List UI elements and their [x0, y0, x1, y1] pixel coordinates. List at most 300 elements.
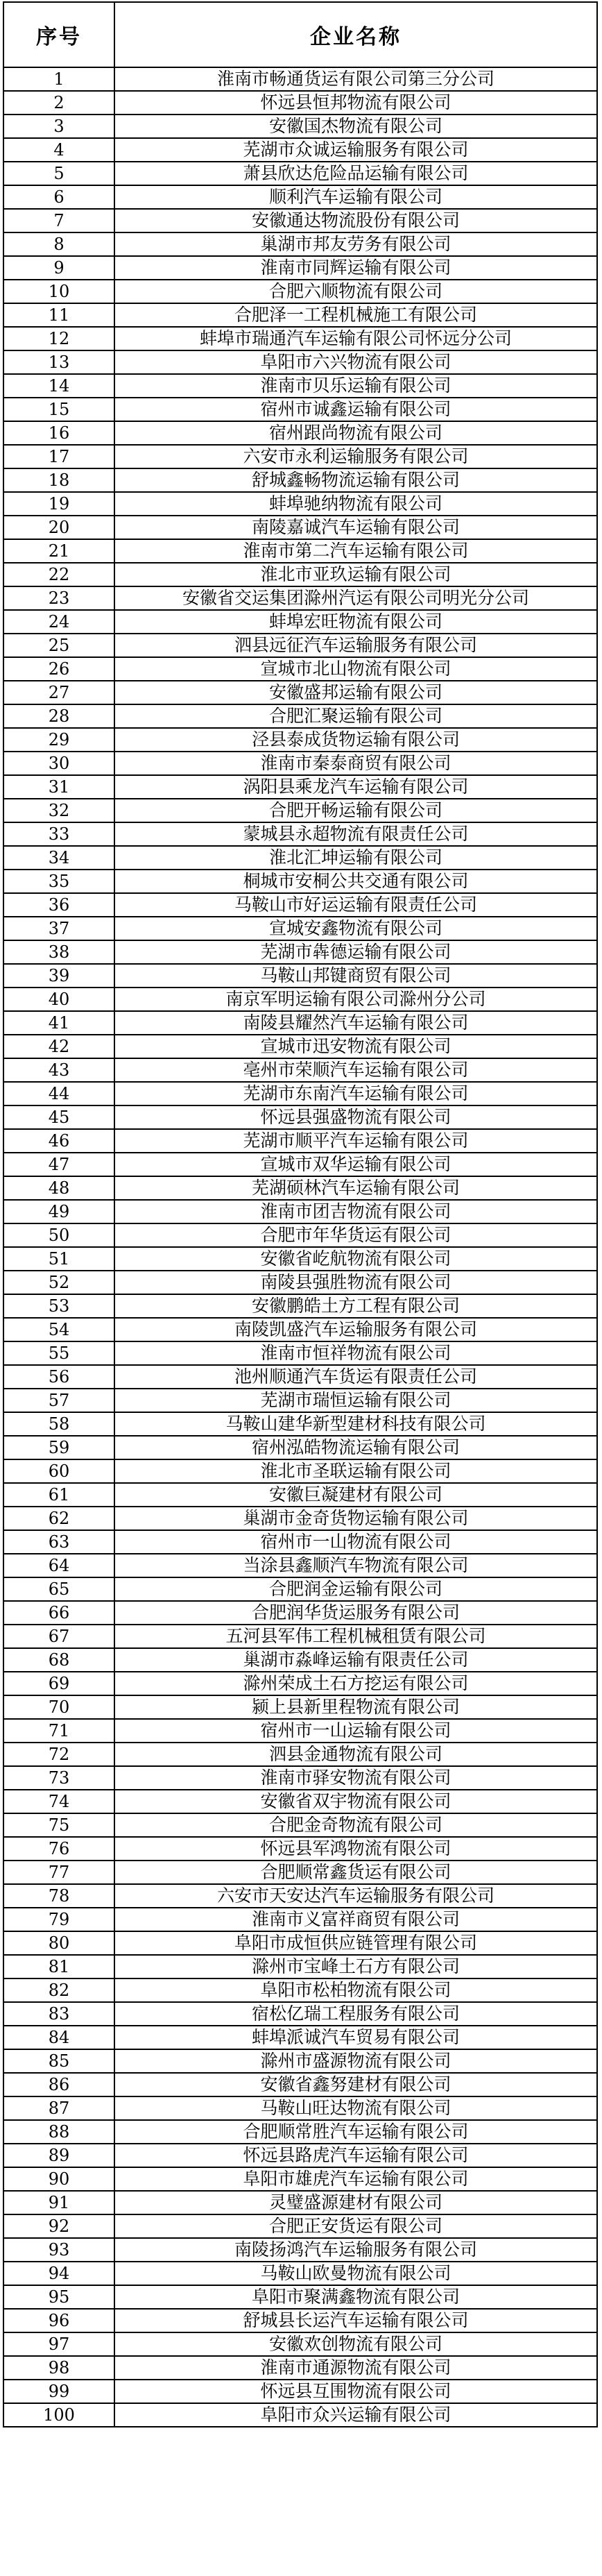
- company-name: 舒城鑫畅物流运输有限公司: [114, 468, 597, 492]
- row-index: 29: [3, 728, 114, 752]
- table-row: [3, 1955, 597, 1978]
- company-name: 淮北汇坤运输有限公司: [114, 846, 597, 870]
- table-row: [3, 1153, 597, 1176]
- row-index: 61: [3, 1483, 114, 1507]
- row-index: 13: [3, 350, 114, 374]
- company-name: 怀远县路虎汽车运输有限公司: [114, 2144, 597, 2167]
- table-row: [3, 1648, 597, 1672]
- row-index: 16: [3, 421, 114, 445]
- company-name: 怀远县强盛物流有限公司: [114, 1105, 597, 1129]
- row-index: 10: [3, 280, 114, 303]
- row-index: 64: [3, 1554, 114, 1577]
- table-row: [3, 91, 597, 115]
- table-row: [3, 917, 597, 940]
- row-index: 34: [3, 846, 114, 870]
- row-index: 55: [3, 1341, 114, 1365]
- company-name: 安徽通达物流股份有限公司: [114, 209, 597, 232]
- table-row: [3, 1554, 597, 1577]
- company-name: 蚌埠派诚汽车贸易有限公司: [114, 2026, 597, 2049]
- company-name: 合肥市年华货运有限公司: [114, 1223, 597, 1247]
- company-name: 阜阳市众兴运输有限公司: [114, 2403, 597, 2427]
- table-row: [3, 1082, 597, 1105]
- company-name: 安徽省鑫努建材有限公司: [114, 2073, 597, 2096]
- row-index: 88: [3, 2120, 114, 2144]
- company-name: 泗县金通物流有限公司: [114, 1743, 597, 1766]
- row-index: 51: [3, 1247, 114, 1271]
- table-row: [3, 1318, 597, 1341]
- table-row: [3, 846, 597, 870]
- table-row: [3, 2096, 597, 2120]
- row-index: 75: [3, 1813, 114, 1837]
- table-row: [3, 2238, 597, 2262]
- company-name: 池州顺通汽车货运有限责任公司: [114, 1365, 597, 1389]
- row-index: 85: [3, 2049, 114, 2073]
- company-name: 合肥润华货运服务有限公司: [114, 1601, 597, 1625]
- row-index: 37: [3, 917, 114, 940]
- company-name: 南陵县耀然汽车运输有限公司: [114, 1011, 597, 1035]
- row-index: 1: [3, 67, 114, 91]
- company-name: 安徽省屹航物流有限公司: [114, 1247, 597, 1271]
- table-row: [3, 2380, 597, 2403]
- row-index: 22: [3, 563, 114, 586]
- row-index: 36: [3, 893, 114, 917]
- table-row: [3, 586, 597, 610]
- company-name: 淮北市亚玖运输有限公司: [114, 563, 597, 586]
- company-name: 合肥顺常鑫货运有限公司: [114, 1861, 597, 1884]
- table-row: [3, 893, 597, 917]
- table-row: [3, 67, 597, 91]
- company-name: 巢湖市金奇货物运输有限公司: [114, 1507, 597, 1530]
- table-row: [3, 398, 597, 421]
- company-name: 芜湖硕林汽车运输有限公司: [114, 1176, 597, 1200]
- table-row: [3, 1530, 597, 1554]
- row-index: 18: [3, 468, 114, 492]
- row-index: 43: [3, 1058, 114, 1082]
- company-name: 安徽国杰物流有限公司: [114, 115, 597, 138]
- company-name: 宿州跟尚物流有限公司: [114, 421, 597, 445]
- company-name: 南京军明运输有限公司滁州分公司: [114, 988, 597, 1011]
- table-row: [3, 1790, 597, 1813]
- company-name: 阜阳市聚满鑫物流有限公司: [114, 2285, 597, 2309]
- company-name: 淮南市秦泰商贸有限公司: [114, 752, 597, 775]
- company-name: 怀远县军鸿物流有限公司: [114, 1837, 597, 1861]
- company-name: 南陵凯盛汽车运输服务有限公司: [114, 1318, 597, 1341]
- company-name: 怀远县互围物流有限公司: [114, 2380, 597, 2403]
- table-row: [3, 2073, 597, 2096]
- table-row: [3, 2120, 597, 2144]
- table-row: [3, 775, 597, 799]
- row-index: 79: [3, 1908, 114, 1931]
- company-name: 顺利汽车运输有限公司: [114, 185, 597, 209]
- table-row: [3, 1837, 597, 1861]
- table-row: [3, 1247, 597, 1271]
- row-index: 47: [3, 1153, 114, 1176]
- table-row: [3, 1908, 597, 1931]
- table-row: [3, 232, 597, 256]
- table-row: [3, 752, 597, 775]
- table-row: [3, 1861, 597, 1884]
- row-index: 54: [3, 1318, 114, 1341]
- table-row: [3, 1978, 597, 2002]
- row-index: 53: [3, 1294, 114, 1318]
- row-index: 42: [3, 1035, 114, 1058]
- row-index: 72: [3, 1743, 114, 1766]
- table-body: [3, 67, 597, 2427]
- company-name: 安徽盛邦运输有限公司: [114, 681, 597, 704]
- company-name: 宣城市迅安物流有限公司: [114, 1035, 597, 1058]
- company-name: 巢湖市邦友劳务有限公司: [114, 232, 597, 256]
- company-name: 泾县泰成货物运输有限公司: [114, 728, 597, 752]
- table-header: [3, 2, 597, 67]
- table-row: [3, 115, 597, 138]
- row-index: 11: [3, 303, 114, 327]
- row-index: 44: [3, 1082, 114, 1105]
- table-row: [3, 870, 597, 893]
- table-row: [3, 657, 597, 681]
- row-index: 71: [3, 1719, 114, 1743]
- row-index: 82: [3, 1978, 114, 2002]
- table-row: [3, 209, 597, 232]
- row-index: 23: [3, 586, 114, 610]
- table-row: [3, 421, 597, 445]
- row-index: 81: [3, 1955, 114, 1978]
- row-index: 38: [3, 940, 114, 964]
- row-index: 45: [3, 1105, 114, 1129]
- row-index: 30: [3, 752, 114, 775]
- index-column-header: 序号: [3, 2, 114, 67]
- company-name: 合肥顺常胜汽车运输有限公司: [114, 2120, 597, 2144]
- row-index: 5: [3, 162, 114, 185]
- row-index: 86: [3, 2073, 114, 2096]
- company-name: 宿州市一山运输有限公司: [114, 1719, 597, 1743]
- table-row: [3, 2403, 597, 2427]
- row-index: 93: [3, 2238, 114, 2262]
- row-index: 68: [3, 1648, 114, 1672]
- table-row: [3, 303, 597, 327]
- company-name: 芜湖市瑞恒运输有限公司: [114, 1389, 597, 1412]
- company-name: 淮北市圣联运输有限公司: [114, 1459, 597, 1483]
- company-name: 淮南市义富祥商贸有限公司: [114, 1908, 597, 1931]
- row-index: 48: [3, 1176, 114, 1200]
- table-row: [3, 516, 597, 539]
- table-row: [3, 1459, 597, 1483]
- row-index: 69: [3, 1672, 114, 1695]
- table-row: [3, 988, 597, 1011]
- row-index: 65: [3, 1577, 114, 1601]
- company-name: 马鞍山邦键商贸有限公司: [114, 964, 597, 988]
- row-index: 56: [3, 1365, 114, 1389]
- table-row: [3, 2214, 597, 2238]
- company-list-sheet: [3, 1, 596, 2427]
- company-name: 芜湖市众诚运输服务有限公司: [114, 138, 597, 162]
- company-table: [3, 1, 598, 2427]
- table-row: [3, 445, 597, 468]
- company-name: 亳州市荣顺汽车运输有限公司: [114, 1058, 597, 1082]
- company-name: 南陵嘉诚汽车运输有限公司: [114, 516, 597, 539]
- table-row: [3, 1672, 597, 1695]
- row-index: 100: [3, 2403, 114, 2427]
- company-name: 南陵扬鸿汽车运输服务有限公司: [114, 2238, 597, 2262]
- row-index: 80: [3, 1931, 114, 1955]
- company-name: 涡阳县乘龙汽车运输有限公司: [114, 775, 597, 799]
- company-name: 马鞍山旺达物流有限公司: [114, 2096, 597, 2120]
- table-row: [3, 280, 597, 303]
- row-index: 2: [3, 91, 114, 115]
- table-row: [3, 1176, 597, 1200]
- table-row: [3, 2262, 597, 2285]
- table-row: [3, 374, 597, 398]
- row-index: 41: [3, 1011, 114, 1035]
- company-name: 芜湖市东南汽车运输有限公司: [114, 1082, 597, 1105]
- table-row: [3, 681, 597, 704]
- row-index: 78: [3, 1884, 114, 1908]
- company-name: 蚌埠宏旺物流有限公司: [114, 610, 597, 634]
- table-row: [3, 1743, 597, 1766]
- table-row: [3, 610, 597, 634]
- company-name: 芜湖市犇德运输有限公司: [114, 940, 597, 964]
- company-name: 蒙城县永超物流有限责任公司: [114, 822, 597, 846]
- row-index: 76: [3, 1837, 114, 1861]
- row-index: 31: [3, 775, 114, 799]
- table-row: [3, 563, 597, 586]
- table-row: [3, 1577, 597, 1601]
- company-name: 安徽省交运集团滁州汽运有限公司明光分公司: [114, 586, 597, 610]
- row-index: 73: [3, 1766, 114, 1790]
- company-name: 淮南市通源物流有限公司: [114, 2356, 597, 2380]
- company-name: 合肥金奇物流有限公司: [114, 1813, 597, 1837]
- company-name: 萧县欣达危险品运输有限公司: [114, 162, 597, 185]
- company-name: 马鞍山建华新型建材科技有限公司: [114, 1412, 597, 1436]
- table-row: [3, 964, 597, 988]
- table-row: [3, 940, 597, 964]
- row-index: 24: [3, 610, 114, 634]
- row-index: 9: [3, 256, 114, 280]
- row-index: 83: [3, 2002, 114, 2026]
- table-row: [3, 1507, 597, 1530]
- company-name: 合肥汇聚运输有限公司: [114, 704, 597, 728]
- table-row: [3, 492, 597, 516]
- row-index: 98: [3, 2356, 114, 2380]
- table-row: [3, 1035, 597, 1058]
- table-row: [3, 822, 597, 846]
- row-index: 74: [3, 1790, 114, 1813]
- company-name: 淮南市恒祥物流有限公司: [114, 1341, 597, 1365]
- table-row: [3, 2002, 597, 2026]
- table-row: [3, 1294, 597, 1318]
- row-index: 99: [3, 2380, 114, 2403]
- company-name: 阜阳市雄虎汽车运输有限公司: [114, 2167, 597, 2191]
- table-row: [3, 256, 597, 280]
- company-name: 阜阳市六兴物流有限公司: [114, 350, 597, 374]
- table-row: [3, 2356, 597, 2380]
- company-name: 宣城市双华运输有限公司: [114, 1153, 597, 1176]
- company-name: 淮南市第二汽车运输有限公司: [114, 539, 597, 563]
- row-index: 67: [3, 1625, 114, 1648]
- company-name: 马鞍山市好运运输有限责任公司: [114, 893, 597, 917]
- company-name-column-header: 企业名称: [114, 2, 597, 67]
- table-row: [3, 1389, 597, 1412]
- row-index: 14: [3, 374, 114, 398]
- company-name: 安徽省双宇物流有限公司: [114, 1790, 597, 1813]
- row-index: 89: [3, 2144, 114, 2167]
- row-index: 50: [3, 1223, 114, 1247]
- row-index: 35: [3, 870, 114, 893]
- company-name: 滁州荣成土石方挖运有限公司: [114, 1672, 597, 1695]
- company-name: 安徽巨凝建材有限公司: [114, 1483, 597, 1507]
- table-row: [3, 2049, 597, 2073]
- company-name: 六安市永利运输服务有限公司: [114, 445, 597, 468]
- table-row: [3, 2285, 597, 2309]
- row-index: 57: [3, 1389, 114, 1412]
- row-index: 32: [3, 799, 114, 822]
- row-index: 87: [3, 2096, 114, 2120]
- table-row: [3, 162, 597, 185]
- row-index: 40: [3, 988, 114, 1011]
- table-row: [3, 2026, 597, 2049]
- table-row: [3, 539, 597, 563]
- header-row: [3, 2, 597, 67]
- row-index: 25: [3, 634, 114, 657]
- row-index: 33: [3, 822, 114, 846]
- table-row: [3, 2144, 597, 2167]
- row-index: 39: [3, 964, 114, 988]
- row-index: 7: [3, 209, 114, 232]
- table-row: [3, 1341, 597, 1365]
- row-index: 90: [3, 2167, 114, 2191]
- row-index: 21: [3, 539, 114, 563]
- table-row: [3, 1058, 597, 1082]
- company-name: 怀远县恒邦物流有限公司: [114, 91, 597, 115]
- company-name: 巢湖市淼峰运输有限责任公司: [114, 1648, 597, 1672]
- company-name: 合肥润金运输有限公司: [114, 1577, 597, 1601]
- company-name: 蚌埠市瑞通汽车运输有限公司怀远分公司: [114, 327, 597, 350]
- company-name: 淮南市驿安物流有限公司: [114, 1766, 597, 1790]
- company-name: 合肥泽一工程机械施工有限公司: [114, 303, 597, 327]
- table-row: [3, 1719, 597, 1743]
- row-index: 62: [3, 1507, 114, 1530]
- row-index: 19: [3, 492, 114, 516]
- row-index: 17: [3, 445, 114, 468]
- table-row: [3, 1011, 597, 1035]
- company-name: 合肥开畅运输有限公司: [114, 799, 597, 822]
- company-name: 宣城市北山物流有限公司: [114, 657, 597, 681]
- table-row: [3, 1436, 597, 1459]
- table-row: [3, 1129, 597, 1153]
- table-row: [3, 1813, 597, 1837]
- company-name: 南陵县强胜物流有限公司: [114, 1271, 597, 1294]
- table-row: [3, 1884, 597, 1908]
- row-index: 91: [3, 2191, 114, 2214]
- row-index: 60: [3, 1459, 114, 1483]
- row-index: 95: [3, 2285, 114, 2309]
- company-name: 淮南市同辉运输有限公司: [114, 256, 597, 280]
- row-index: 12: [3, 327, 114, 350]
- table-row: [3, 1223, 597, 1247]
- company-name: 宿州市诚鑫运输有限公司: [114, 398, 597, 421]
- company-name: 宿州市一山物流有限公司: [114, 1530, 597, 1554]
- company-name: 当涂县鑫顺汽车物流有限公司: [114, 1554, 597, 1577]
- company-name: 合肥六顺物流有限公司: [114, 280, 597, 303]
- table-row: [3, 138, 597, 162]
- row-index: 94: [3, 2262, 114, 2285]
- row-index: 66: [3, 1601, 114, 1625]
- table-row: [3, 2167, 597, 2191]
- row-index: 6: [3, 185, 114, 209]
- table-row: [3, 634, 597, 657]
- company-name: 淮南市贝乐运输有限公司: [114, 374, 597, 398]
- company-name: 阜阳市松柏物流有限公司: [114, 1978, 597, 2002]
- table-row: [3, 1625, 597, 1648]
- company-name: 宿州泓皓物流运输有限公司: [114, 1436, 597, 1459]
- row-index: 26: [3, 657, 114, 681]
- company-name: 泗县远征汽车运输服务有限公司: [114, 634, 597, 657]
- row-index: 49: [3, 1200, 114, 1223]
- row-index: 58: [3, 1412, 114, 1436]
- row-index: 20: [3, 516, 114, 539]
- row-index: 77: [3, 1861, 114, 1884]
- row-index: 97: [3, 2332, 114, 2356]
- row-index: 27: [3, 681, 114, 704]
- company-name: 芜湖市顺平汽车运输有限公司: [114, 1129, 597, 1153]
- row-index: 70: [3, 1695, 114, 1719]
- row-index: 84: [3, 2026, 114, 2049]
- table-row: [3, 1200, 597, 1223]
- table-row: [3, 704, 597, 728]
- table-row: [3, 468, 597, 492]
- company-name: 淮南市团吉物流有限公司: [114, 1200, 597, 1223]
- company-name: 舒城县长运汽车运输有限公司: [114, 2309, 597, 2332]
- table-row: [3, 1483, 597, 1507]
- table-row: [3, 185, 597, 209]
- company-name: 滁州市盛源物流有限公司: [114, 2049, 597, 2073]
- row-index: 92: [3, 2214, 114, 2238]
- table-row: [3, 1105, 597, 1129]
- table-row: [3, 1271, 597, 1294]
- company-name: 灵璧盛源建材有限公司: [114, 2191, 597, 2214]
- row-index: 15: [3, 398, 114, 421]
- company-name: 滁州市宝峰土石方有限公司: [114, 1955, 597, 1978]
- company-name: 宿松亿瑞工程服务有限公司: [114, 2002, 597, 2026]
- row-index: 46: [3, 1129, 114, 1153]
- row-index: 4: [3, 138, 114, 162]
- company-name: 马鞍山欧曼物流有限公司: [114, 2262, 597, 2285]
- company-name: 六安市天安达汽车运输服务有限公司: [114, 1884, 597, 1908]
- table-row: [3, 1766, 597, 1790]
- company-name: 宣城安鑫物流有限公司: [114, 917, 597, 940]
- table-row: [3, 1695, 597, 1719]
- row-index: 59: [3, 1436, 114, 1459]
- row-index: 63: [3, 1530, 114, 1554]
- company-name: 合肥正安货运有限公司: [114, 2214, 597, 2238]
- row-index: 52: [3, 1271, 114, 1294]
- company-name: 五河县军伟工程机械租赁有限公司: [114, 1625, 597, 1648]
- row-index: 3: [3, 115, 114, 138]
- company-name: 安徽鹏皓土方工程有限公司: [114, 1294, 597, 1318]
- table-row: [3, 2309, 597, 2332]
- company-name: 颍上县新里程物流有限公司: [114, 1695, 597, 1719]
- company-name: 淮南市畅通货运有限公司第三分公司: [114, 67, 597, 91]
- company-name: 桐城市安桐公共交通有限公司: [114, 870, 597, 893]
- table-row: [3, 799, 597, 822]
- row-index: 28: [3, 704, 114, 728]
- table-row: [3, 2332, 597, 2356]
- table-row: [3, 1412, 597, 1436]
- table-row: [3, 728, 597, 752]
- row-index: 8: [3, 232, 114, 256]
- company-name: 阜阳市成恒供应链管理有限公司: [114, 1931, 597, 1955]
- table-row: [3, 327, 597, 350]
- table-row: [3, 2191, 597, 2214]
